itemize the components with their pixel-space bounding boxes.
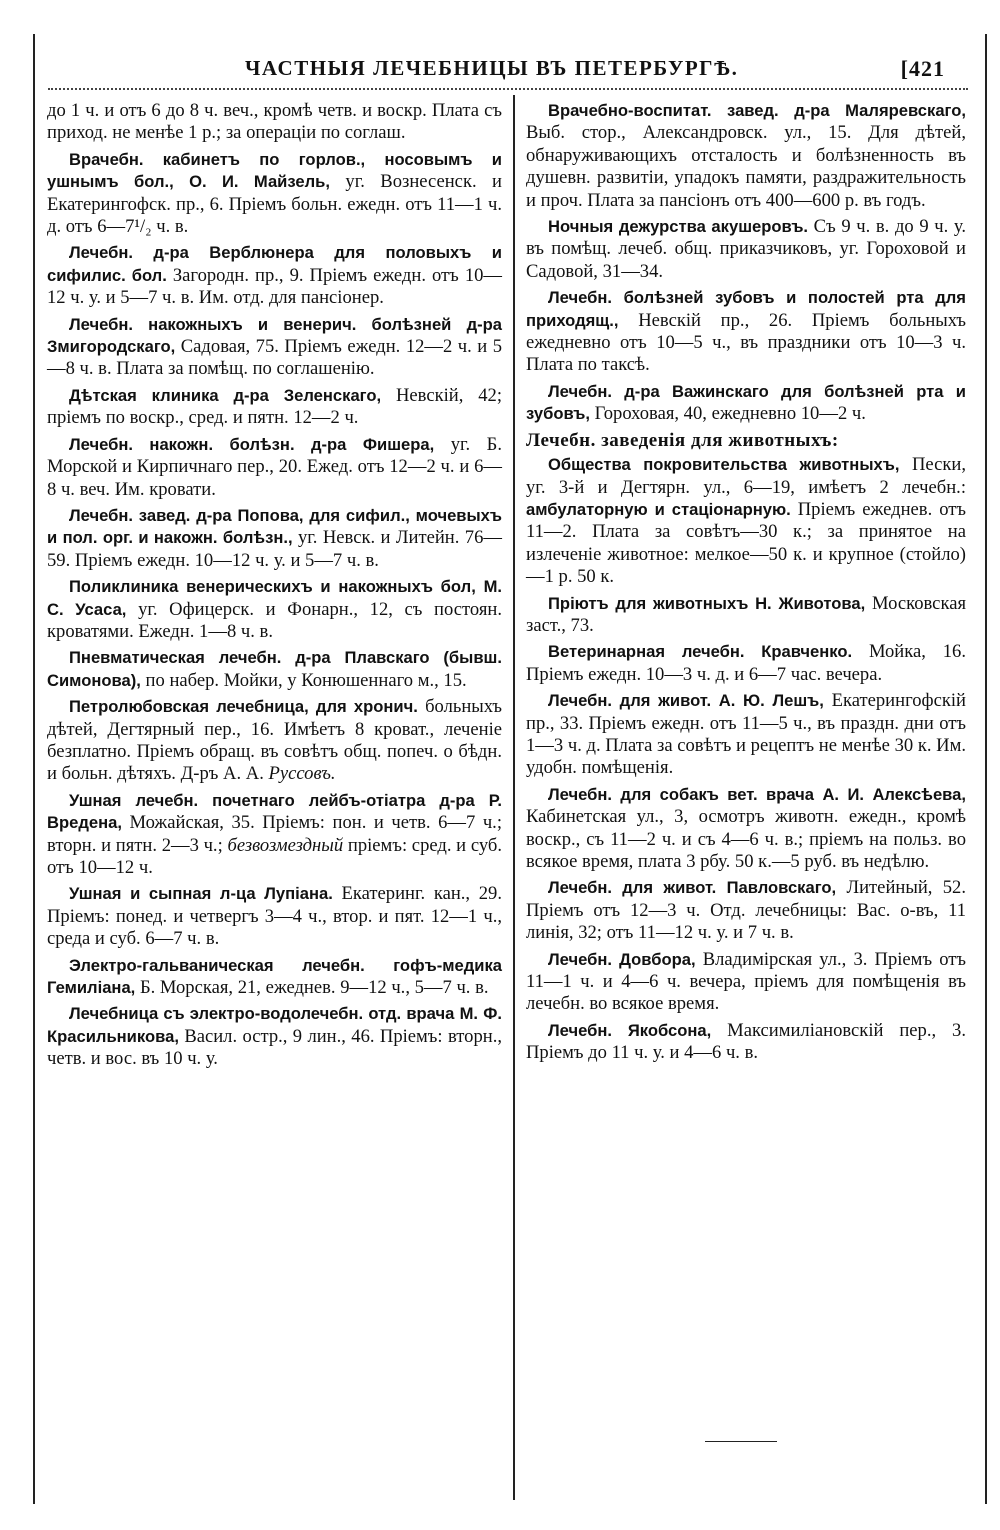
page-number: [421 (900, 56, 945, 81)
listing-details: Выб. стор., Александровск. ул., 15. Для дѣтей, обнаруживающихъ отсталость и болѣзненность въ душевн. развитіи, упадокъ памяти, раздражительность и проч. Плата за пансіонъ отъ 400—600 р. въ годъ. (526, 122, 966, 211)
listing-entry (526, 690, 966, 780)
listing-details: Васил. остр., 9 лин., 46. Пріемъ: вторн., четв. и вос. въ 10 ч. у. (47, 1025, 502, 1070)
listing-details: больныхъ дѣтей, Дегтярный пер., 16. Имѣетъ 8 кроват., леченіе безплатно. Пріемъ обращ. въ совѣтъ общ. попеч. о бѣдн. и больн. дѣтяхъ. Д-ръ А. А. (47, 696, 502, 785)
listing-name: Электро-гальваническая лечебн. гофъ-медика Гемиліана, (47, 955, 502, 998)
left-column (47, 100, 502, 1075)
listing-entry (526, 877, 966, 944)
listing-details: Литейный, 52. Пріемъ отъ 12—3 ч. Отд. лечебницы: Вас. о-въ, 11 линія, 32; отъ 11—12 ч. у. и 7 ч. в. (526, 877, 967, 944)
listing-entry (526, 454, 966, 588)
listing-entry (47, 696, 502, 786)
listing-details: уг. Невск. и Литейн. 76—59. Пріемъ ежедн. 10—12 ч. у. и 5—7 ч. в. (47, 527, 502, 571)
listing-name: Лечебн. д-ра Верблюнера для половыхъ и сифилис. бол. (47, 243, 502, 285)
listing-entry (47, 385, 502, 430)
listing-details: Б. Морская, 21, ежеднев. 9—12 ч., 5—7 ч. в. (139, 977, 489, 999)
listing-details: уг. Б. Морской и Кирпичнаго пер., 20. Ежед. отъ 12—2 ч. и 6—8 ч. веч. Им. кровати. (47, 433, 502, 500)
listing-italic: безвозмездный (227, 834, 344, 856)
listing-name: Пневматическая лечебн. д-ра Плавскаго (бывш. Симонова), (47, 648, 502, 690)
listing-entry (47, 1003, 502, 1070)
listing-name: Общества покровительства животныхъ, (548, 455, 900, 475)
listing-name: Лечебн. завед. д-ра Попова, для сифил., мочевыхъ и пол. орг. и накожн. болѣзн., (47, 505, 502, 548)
listing-details: до 1 ч. и отъ 6 до 8 ч. веч., кромѣ четв. и воскр. Плата съ приход. не менѣе 1 р.; за операціи по соглаш. (47, 100, 502, 144)
listing-details: Невскій пр., 26. Пріемъ больныхъ ежедневно отъ 10—5 ч., въ праздники отъ 10—3 ч. Плата по таксѣ. (526, 309, 966, 376)
listing-entry (47, 149, 502, 239)
column-divider (513, 95, 515, 1500)
listing-details: уг. Вознесенск. и Екатерингофск. пр., 6. Пріемъ больн. ежедн. отъ 11—1 ч. д. отъ 6—7¹/₂ ч. в. (47, 171, 502, 238)
listing-name: Пріютъ для животныхъ Н. Животова, (548, 593, 866, 613)
listing-name: Врачебно-воспитат. завед. д-ра Маляревскаго, (548, 101, 966, 120)
listing-details: Съ 9 ч. в. до 9 ч. у. въ помѣщ. лечеб. общ. приказчиковъ, уг. Гороховой и Садовой, 31—34. (526, 216, 967, 282)
listing-entry (47, 314, 502, 381)
listing-name: Лечебн. болѣзней зубовъ и полостей рта для приходящ., (526, 288, 966, 330)
listing-name: Лечебн. для живот. Павловскаго, (548, 878, 837, 898)
listing-entry (47, 883, 502, 950)
listing-details: Загородн. пр., 9. Пріемъ ежедн. отъ 10—12 ч. у. и 5—7 ч. в. Им. отд. для пансіонер. (47, 264, 503, 309)
listing-details: Екатеринг. кан., 29. Пріемъ: понед. и четвергъ 3—4 ч., втор. и пят. 12—1 ч., среда и суб. 6—7 ч. в. (47, 883, 502, 950)
listing-name: Ушная и сыпная л-ца Лупіана. (69, 884, 333, 904)
listing-entry (47, 242, 502, 309)
listing-name: Лечебн. д-ра Важинскаго для болѣзней рта и зубовъ, (526, 381, 966, 424)
listing-details-cont: пріемъ: сред. и суб. отъ 10—12 ч. (47, 834, 503, 878)
listing-details: Гороховая, 40, ежедневно 10—2 ч. (594, 403, 866, 425)
running-title: ЧАСТНЫЯ ЛЕЧЕБНИЦЫ ВЪ ПЕТЕРБУРГѢ. (245, 56, 739, 80)
listing-name: Врачебн. кабинетъ по горлов., носовымъ и ушнымъ бол., О. И. Майзель, (47, 149, 502, 192)
listing-entry (47, 647, 502, 692)
listing-details: уг. Офицерск. и Фонарн., 12, съ постоян. кроватями. Ежедн. 1—8 ч. в. (47, 598, 502, 642)
listing-entry (47, 790, 502, 880)
listing-entry (526, 100, 966, 212)
listing-entry (47, 576, 502, 643)
listing-entry (526, 1020, 966, 1065)
listing-entry (47, 955, 502, 1000)
listing-name: Ушная лечебн. почетнаго лейбъ-отіатра д-ра Р. Вредена, (47, 790, 502, 833)
listing-entry (47, 434, 502, 501)
listing-name: Петролюбовская лечебница, для хронич. (69, 697, 418, 717)
listing-entry (526, 287, 966, 377)
listing-entry (526, 381, 966, 426)
listing-entry (47, 100, 502, 145)
listing-name: Лечебн. Якобсона, (548, 1020, 712, 1040)
listing-name: Поликлиника венерическихъ и накожныхъ бол, М. С. Усаса, (47, 577, 502, 619)
listing-name: Лечебн. для собакъ вет. врача А. И. Алексѣева, (548, 784, 966, 804)
listing-details: Садовая, 75. Пріемъ ежедн. 12—2 ч. и 5—8 ч. в. Плата за помѣщ. по соглашенію. (47, 336, 503, 380)
listing-name: Лечебница съ электро-водолечебн. отд. врача М. Ф. Красильникова, (47, 1004, 502, 1046)
page-header (40, 56, 985, 86)
listing-details: Московская заст., 73. (526, 592, 966, 636)
listing-entry (526, 784, 966, 874)
listing-name: Лечебн. Довбора, (548, 949, 696, 969)
listing-details: Владимірская ул., 3. Пріемъ отъ 11—1 ч. и 4—6 ч. вечера, пріемъ для помѣщенія въ лечебн. во всякое время. (526, 948, 966, 1015)
listing-details: Максимиліановскій пер., 3. Пріемъ до 11 ч. у. и 4—6 ч. в. (526, 1019, 966, 1064)
listing-name: Дѣтская клиника д-ра Зеленскаго, (69, 385, 382, 405)
listing-details: Пески, уг. 3-й и Дегтярн. ул., 6—19, имѣетъ 2 лечебн.: (526, 454, 966, 498)
listing-details: Кабинетская ул., 3, осмотръ животн. ежедн., кромѣ воскр., съ 11—2 ч. и съ 4—6 ч. в.; пріемъ на польз. во всякое время, плата 3 рбу. 50 к.—5 руб. въ недѣлю. (526, 806, 966, 872)
listing-details: Екатерингофскій пр., 33. Пріемъ ежедн. отъ 11—5 ч., въ праздн. дни отъ 1—3 ч. д. Плата за совѣтъ и рецептъ не менѣе 30 к. Им. удобн. помѣщенія. (526, 690, 966, 779)
listing-entry (526, 593, 966, 638)
listing-name: Ветеринарная лечебн. Кравченко. (548, 642, 853, 662)
right-column (526, 100, 966, 1069)
listing-name: Лечебн. накожн. болѣзн. д-ра Фишера, (69, 434, 435, 454)
listing-entry (526, 641, 966, 686)
end-rule (705, 1441, 777, 1442)
listing-author: Руссовъ. (268, 763, 336, 785)
listing-details-cont: Пріемъ ежеднев. отъ 11—2. Плата за совѣтъ—30 к.; за принятое на излеченіе животное: мелкое—50 к. и крупное (стойло)—1 р. 50 к. (526, 498, 966, 588)
listing-entry (526, 949, 966, 1016)
section-heading: Лечебн. заведенія для животныхъ: (526, 429, 839, 451)
listing-details: по набер. Мойки, у Конюшеннаго м., 15. (145, 669, 467, 691)
header-divider (48, 88, 968, 90)
listing-name: Лечебн. для живот. А. Ю. Лешъ, (548, 691, 824, 711)
listing-entry (47, 505, 502, 572)
listing-details: Мойка, 16. Пріемъ ежедн. 10—3 ч. д. и 6—7 час. вечера. (526, 641, 966, 685)
listing-details: Невскій, 42; пріемъ по воскр., сред. и пятн. 12—2 ч. (47, 384, 503, 429)
listing-details: Можайская, 35. Пріемъ: пон. и четв. 6—7 ч.; вторн. и пятн. 2—3 ч.; (47, 812, 502, 856)
listing-name: Лечебн. накожныхъ и венерич. болѣзней д-ра Змигородскаго, (47, 314, 502, 357)
listing-emphasis: амбулаторную и стаціонарную. (526, 499, 791, 519)
listing-name: Ночныя дежурства акушеровъ. (548, 217, 809, 237)
listing-entry (526, 216, 966, 283)
